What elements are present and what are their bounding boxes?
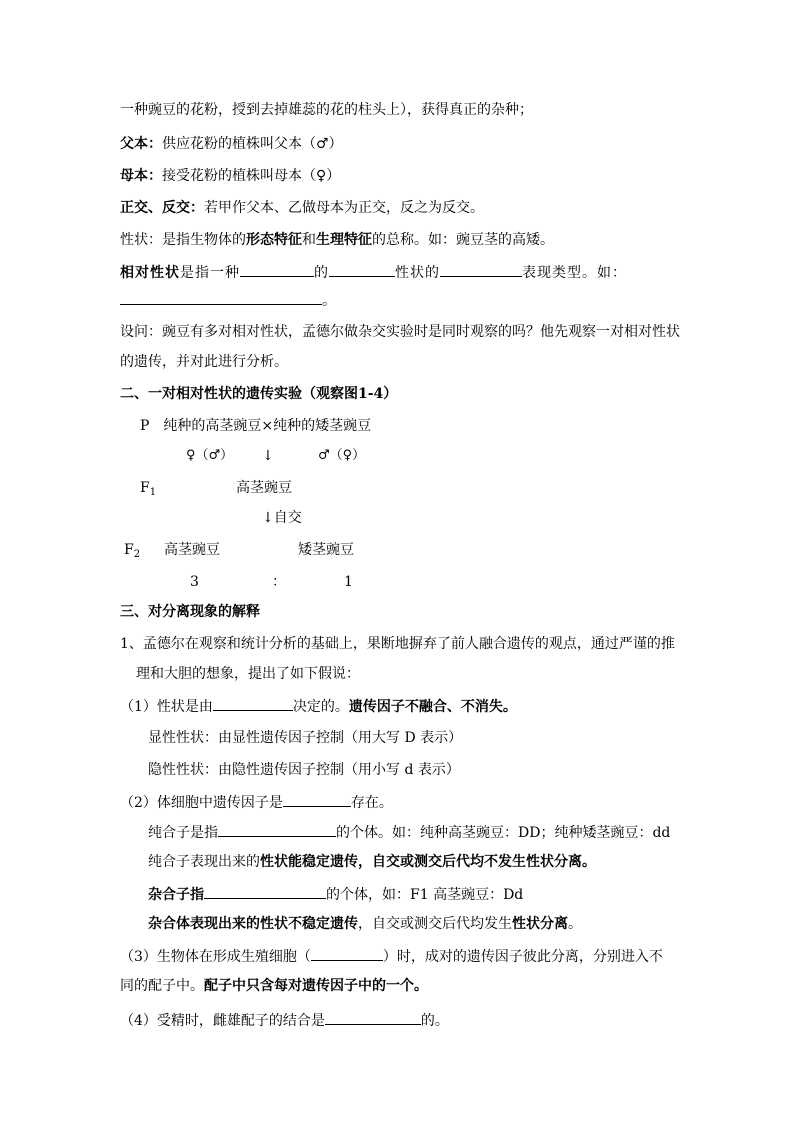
homo-bold: 性状能稳定遗传，自交或测交后代均不发生性状分离。 bbox=[260, 854, 596, 870]
trait-line bbox=[120, 230, 554, 250]
father-text: 供应花粉的植株叫父本（♂） bbox=[162, 136, 343, 152]
h2-text-a: （2）体细胞中遗传因子是 bbox=[120, 795, 283, 811]
relative-text-b: 的 bbox=[314, 265, 329, 281]
down-arrow-icon: ↓ bbox=[262, 448, 274, 464]
ratio-3 bbox=[190, 572, 199, 592]
trait-text-e: 的总称。如：豌豆茎的高矮。 bbox=[372, 232, 554, 248]
section-3-title: 三、对分离现象的解释 bbox=[120, 604, 260, 620]
h1-text-a: （1）性状是由 bbox=[120, 699, 213, 715]
hypothesis-1 bbox=[120, 696, 517, 717]
mother-text: 接受花粉的植株叫母本（♀） bbox=[162, 168, 341, 184]
recessive-line bbox=[148, 760, 460, 780]
reciprocal-label: 正交、反交： bbox=[120, 200, 204, 216]
blank-4[interactable] bbox=[120, 290, 210, 305]
reciprocal-text: 若甲作父本、乙做母本为正交，反之为反交。 bbox=[204, 200, 484, 216]
blank-2[interactable] bbox=[329, 262, 395, 277]
question-text-a: 设问：豌豆有多对相对性状，孟德尔做杂交实验时是同时观察的吗？他先观察一对相对性状 bbox=[120, 324, 680, 340]
mother-line bbox=[120, 166, 340, 186]
cross-symbol-male bbox=[318, 446, 365, 466]
ratio-1 bbox=[344, 572, 353, 592]
trait-physio: 生理特征 bbox=[316, 232, 372, 248]
dominant-text: 显性性状：由显性遗传因子控制（用大写 D 表示） bbox=[148, 730, 463, 746]
hypothesis-3 bbox=[120, 946, 663, 967]
ratio-colon bbox=[272, 572, 286, 592]
hetero-text-a: 杂合子指 bbox=[148, 887, 204, 903]
hybrid-text: 一种豌豆的花粉，授到去掉雄蕊的花的柱头上），获得真正的杂种； bbox=[120, 102, 533, 118]
blank-9[interactable] bbox=[204, 884, 326, 899]
h3-text-b: ）时，成对的遗传因子彼此分离，分别进入不 bbox=[382, 949, 663, 965]
trait-text-a: 是指生物体的 bbox=[162, 232, 246, 248]
h3-text-c: 同的配子中。 bbox=[120, 978, 204, 994]
hypothesis-4 bbox=[120, 1010, 449, 1031]
homo-text-c: 纯合子表现出来的 bbox=[148, 854, 260, 870]
f2-label: F bbox=[124, 542, 134, 558]
father-label: 父本： bbox=[120, 136, 162, 152]
dominant-line bbox=[148, 728, 462, 748]
blank-3[interactable] bbox=[440, 262, 522, 277]
hetero-text-b: 的个体，如：F1 高茎豌豆：Dd bbox=[326, 887, 524, 903]
ratio-one: 1 bbox=[344, 574, 353, 590]
male-symbol: ♂（♀） bbox=[318, 448, 366, 463]
relative-examples-line bbox=[120, 290, 336, 311]
ratio-three: 3 bbox=[190, 574, 199, 590]
blank-10[interactable] bbox=[311, 946, 383, 961]
f1-text: 高茎豌豆 bbox=[236, 480, 292, 496]
recessive-text: 隐性性状：由隐性遗传因子控制（用小写 d 表示） bbox=[148, 762, 460, 778]
blank-1[interactable] bbox=[240, 262, 314, 277]
homozygote-detail-line bbox=[148, 852, 596, 872]
reciprocal-line bbox=[120, 198, 484, 218]
h1-bold: 遗传因子不融合、不消失。 bbox=[348, 699, 517, 715]
blank-11[interactable] bbox=[325, 1010, 421, 1025]
relative-text-c: 性状的 bbox=[395, 265, 440, 281]
heterozygote-line bbox=[148, 884, 523, 905]
f1-label: F bbox=[140, 480, 150, 496]
blank-8[interactable] bbox=[218, 822, 336, 837]
f1-label-line bbox=[140, 478, 156, 503]
relative-end: 。 bbox=[322, 293, 336, 309]
p1-text-b: 理和大胆的想象，提出了如下假说： bbox=[136, 666, 360, 682]
f1-text-line bbox=[236, 478, 292, 498]
hypothesis-3-cont bbox=[120, 976, 428, 996]
relative-trait-line bbox=[120, 262, 627, 283]
p-label: P bbox=[140, 418, 150, 434]
question-text-b: 的遗传，并对此进行分析。 bbox=[120, 354, 288, 370]
question-line-1 bbox=[120, 322, 680, 342]
hetero-segregation: 性状分离 bbox=[512, 916, 568, 932]
text-line-hybrid bbox=[120, 100, 533, 120]
p1-line-2 bbox=[136, 664, 360, 684]
cross-arrow-1 bbox=[262, 446, 274, 466]
homozygote-line bbox=[148, 822, 670, 843]
relative-text-d: 表现类型。如： bbox=[522, 265, 627, 281]
f2-label-line bbox=[124, 540, 140, 565]
section-2-title: 二、一对相对性状的遗传实验（观察图1-4） bbox=[120, 386, 398, 402]
trait-text-c: 和 bbox=[302, 232, 316, 248]
hetero-text-c: 杂合体表现出来的性状 bbox=[148, 916, 288, 932]
blank-6[interactable] bbox=[213, 696, 293, 711]
h4-text-b: 的。 bbox=[420, 1013, 449, 1029]
p1-text-a: 1、孟德尔在观察和统计分析的基础上，果断地摒弃了前人融合遗传的观点，通过严谨的推 bbox=[120, 636, 675, 652]
f2-short-line bbox=[298, 540, 354, 560]
trait-label: 性状： bbox=[120, 232, 162, 248]
cross-symbol-female bbox=[186, 446, 233, 466]
cross-p-line bbox=[140, 416, 371, 436]
homo-text-a: 纯合子是指 bbox=[148, 825, 218, 841]
h2-text-b: 存在。 bbox=[350, 795, 393, 811]
relative-label: 相对性状 bbox=[120, 265, 180, 281]
selfing-arrow: ↓自交 bbox=[262, 510, 302, 526]
question-line-2 bbox=[120, 352, 288, 372]
h3-bold: 配子中只含每对遗传因子中的一个。 bbox=[204, 978, 428, 994]
blank-7[interactable] bbox=[283, 792, 351, 807]
h3-text-a: （3）生物体在形成生殖细胞（ bbox=[120, 949, 311, 965]
blank-5[interactable] bbox=[210, 290, 322, 305]
f1-subscript: 1 bbox=[149, 487, 157, 498]
f2-short-text: 矮茎豌豆 bbox=[298, 542, 354, 558]
homo-text-b: 的个体。如：纯种高茎豌豆：DD；纯种矮茎豌豆：dd bbox=[336, 825, 671, 841]
h4-text-a: （4）受精时，雌雄配子的结合是 bbox=[120, 1013, 325, 1029]
p-cross-text: 纯种的高茎豌豆×纯种的矮茎豌豆 bbox=[163, 418, 372, 434]
father-line bbox=[120, 134, 343, 154]
selfing-line bbox=[262, 508, 302, 528]
female-symbol: ♀（♂） bbox=[186, 448, 234, 463]
p1-line-1 bbox=[120, 634, 675, 654]
hetero-end: 。 bbox=[568, 916, 582, 932]
hetero-unstable: 不稳定遗传 bbox=[288, 916, 358, 932]
f2-tall-text: 高茎豌豆 bbox=[164, 542, 220, 558]
f2-subscript: 2 bbox=[133, 549, 141, 560]
hypothesis-2 bbox=[120, 792, 393, 813]
relative-text-a: 是指一种 bbox=[180, 265, 240, 281]
section-3-heading bbox=[120, 602, 260, 622]
trait-morph: 形态特征 bbox=[246, 232, 302, 248]
section-2-heading bbox=[120, 384, 397, 404]
ratio-separator: ： bbox=[272, 574, 286, 590]
heterozygote-detail-line bbox=[148, 914, 582, 934]
f2-tall-line bbox=[164, 540, 220, 560]
h1-text-b: 决定的。 bbox=[292, 699, 349, 715]
hetero-text-e: ，自交或测交后代均发生 bbox=[358, 916, 512, 932]
mother-label: 母本： bbox=[120, 168, 162, 184]
